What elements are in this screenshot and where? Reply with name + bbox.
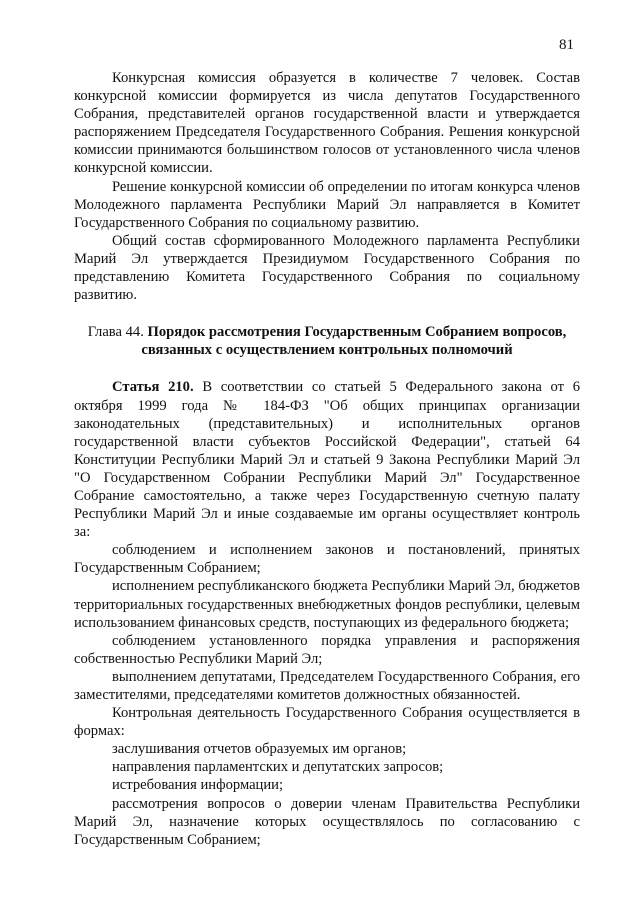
article-text: В соответствии со статьей 5 Федерального закона от 6 октября 1999 года № 184-ФЗ "Об общих принципах организации законодательных (представительных) и исполнительных органов государственной власти субъектов Российской Федерации", статьей 64 Конституции Республики Марий Эл и статьей 9 Закона Республики Марий Эл "О Государственном Собрании Республики Марий Эл" Государственное Собрание самостоятельно, а также через Государственную счетную палату Республики Марий Эл и иные создаваемые им органы осуществляет контроль за: [74,379,580,541]
paragraph: выполнением депутатами, Председателем Государственного Собрания, его заместителями, председателями комитетов должностных обязанностей. [74,668,580,703]
chapter-heading [74,323,580,359]
paragraph: соблюдением установленного порядка управления и распоряжения собственностью Республики Марий Эл; [74,632,580,667]
paragraph: направления парламентских и депутатских запросов; [112,759,444,776]
document-body [74,69,580,849]
paragraph: Контрольная деятельность Государственного Собрания осуществляется в формах: [74,705,580,740]
paragraph: заслушивания отчетов образуемых им органов; [112,741,407,758]
paragraph: соблюдением и исполнением законов и постановлений, принятых Государственным Собранием; [74,542,580,577]
paragraph: рассмотрения вопросов о доверии членам Правительства Республики Марий Эл, назначение которых осуществлялось по согласованию с Государственным Собранием; [74,795,580,848]
paragraph: Конкурсная комиссия образуется в количестве 7 человек. Состав конкурсной комиссии формируется из числа депутатов Государственного Собрания, представителей органов государственной власти и утверждается распоряжением Председателя Государственного Собрания. Решения конкурсной комиссии принимаются большинством голосов от установленного числа членов конкурсной комиссии. [74,70,580,177]
article-label: Статья 210. [112,379,194,396]
chapter-title-line1: Порядок рассмотрения Государственным Собранием вопросов, [147,324,567,341]
paragraph: истребования информации; [112,777,284,794]
article-paragraph [74,378,580,541]
chapter-title-line2: связанных с осуществлением контрольных полномочий [141,342,513,359]
paragraph: Решение конкурсной комиссии об определении по итогам конкурса членов Молодежного парламента Республики Марий Эл направляется в Комитет Государственного Собрания по социальному развитию. [74,178,580,231]
paragraph: исполнением республиканского бюджета Республики Марий Эл, бюджетов территориальных государственных внебюджетных фондов республики, целевым использованием финансовых средств, поступающих из федерального бюджета; [74,578,580,631]
paragraph: Общий состав сформированного Молодежного парламента Республики Марий Эл утверждается Президиумом Государственного Собрания по представлению Комитета Государственного Собрания по социальному развитию. [74,232,580,304]
chapter-number: Глава 44. [87,324,144,341]
page-number: 81 [559,37,574,53]
